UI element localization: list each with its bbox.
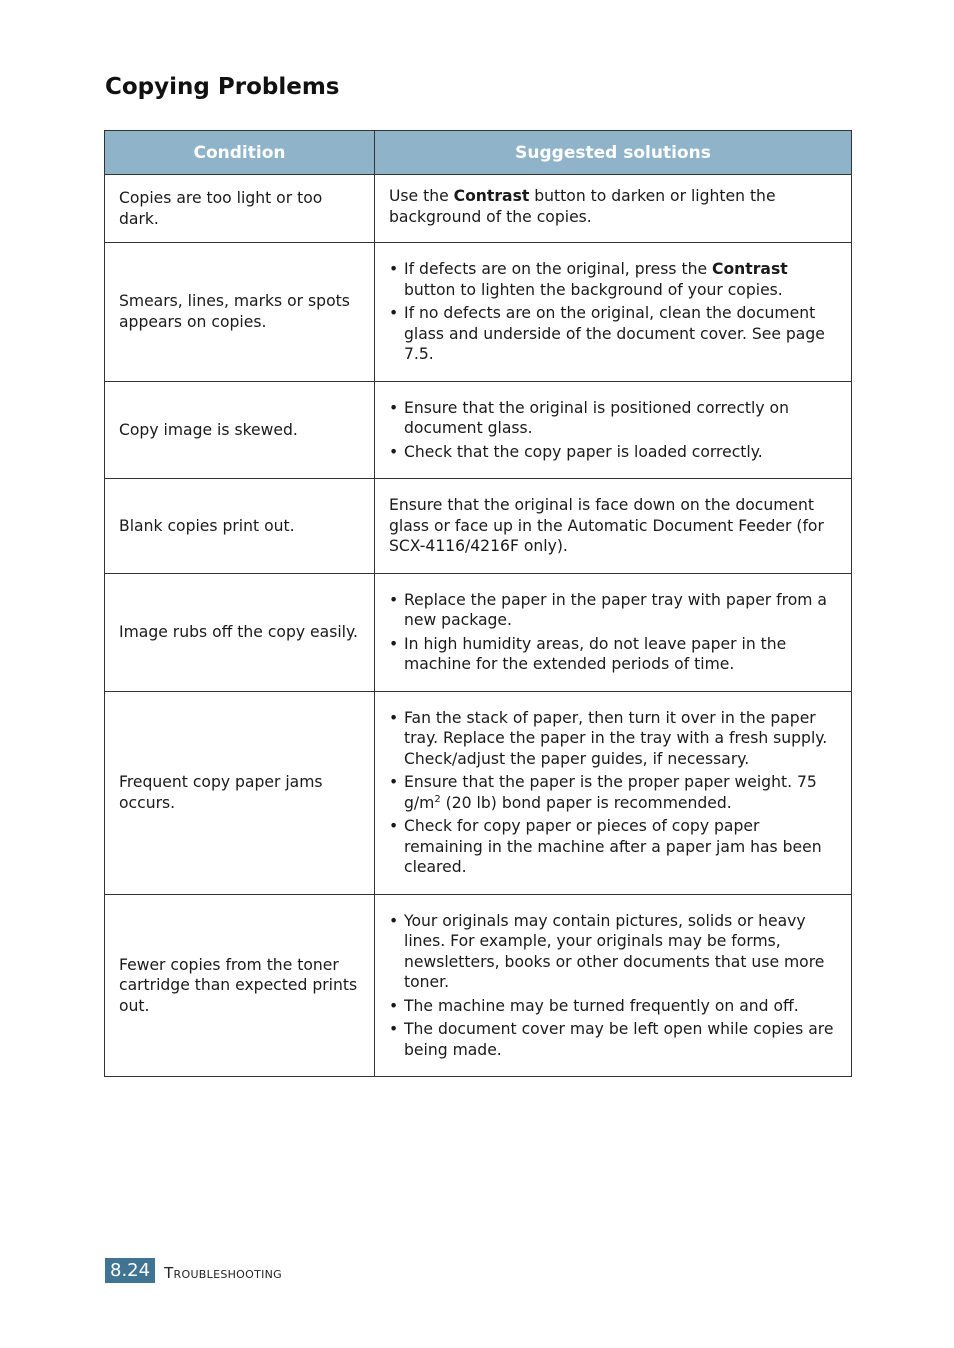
list-item: • Fan the stack of paper, then turn it over in the paper tray. Replace the paper in the tray with a fresh supply. Check/adjust the paper guides, if necessary. <box>389 708 837 770</box>
solution-cell <box>375 573 852 691</box>
bullet-text: (20 lb) bond paper is recommended. <box>440 793 732 812</box>
solution-text: Use the <box>389 187 454 205</box>
condition-cell: Smears, lines, marks or spots appears on copies. <box>105 243 375 382</box>
list-item: • The machine may be turned frequently on and off. <box>389 996 837 1017</box>
chapter-title: Troubleshooting <box>164 1263 283 1282</box>
condition-cell: Copy image is skewed. <box>105 381 375 479</box>
solutions-header: Suggested solutions <box>375 131 852 175</box>
solution-cell <box>375 691 852 894</box>
condition-cell: Frequent copy paper jams occurs. <box>105 691 375 894</box>
table-row <box>105 243 852 382</box>
solution-cell <box>375 894 852 1077</box>
list-item: • Check that the copy paper is loaded correctly. <box>389 442 837 463</box>
solution-cell: Ensure that the original is face down on the document glass or face up in the Automatic Document Feeder (for SCX-4116/4216F only). <box>375 479 852 574</box>
solution-list <box>389 398 837 463</box>
condition-cell: Blank copies print out. <box>105 479 375 574</box>
page-footer <box>105 1258 282 1283</box>
table-header-row <box>105 131 852 175</box>
solution-cell <box>375 243 852 382</box>
solution-list <box>389 259 837 365</box>
solution-list <box>389 590 837 675</box>
bullet-text: If defects are on the original, press the <box>404 260 713 278</box>
table-row <box>105 894 852 1077</box>
list-item <box>389 772 837 813</box>
solution-list <box>389 708 837 878</box>
table-row <box>105 573 852 691</box>
table-row <box>105 381 852 479</box>
list-item: • Ensure that the original is positioned correctly on document glass. <box>389 398 837 439</box>
list-item: • Your originals may contain pictures, solids or heavy lines. For example, your originals may be forms, newsletters, books or other documents that use more toner. <box>389 911 837 993</box>
table-row <box>105 479 852 574</box>
page-title: Copying Problems <box>105 74 340 100</box>
condition-cell: Fewer copies from the toner cartridge than expected prints out. <box>105 894 375 1077</box>
contrast-term: Contrast <box>712 260 788 278</box>
list-item: • The document cover may be left open while copies are being made. <box>389 1019 837 1060</box>
superscript: 2 <box>434 793 441 805</box>
contrast-term: Contrast <box>453 187 530 205</box>
list-item: • Check for copy paper or pieces of copy paper remaining in the machine after a paper jam has been cleared. <box>389 816 837 878</box>
solution-list <box>389 911 837 1061</box>
solution-cell <box>375 175 852 243</box>
condition-cell: Image rubs off the copy easily. <box>105 573 375 691</box>
solution-cell <box>375 381 852 479</box>
condition-cell: Copies are too light or too dark. <box>105 175 375 243</box>
solution-text: button to darken or lighten the background of the copies. <box>389 187 776 226</box>
table-row <box>105 691 852 894</box>
copying-problems-table <box>104 130 852 1077</box>
page-number: 8.24 <box>105 1258 155 1283</box>
bullet-text: Ensure that the paper is the proper paper weight. 75 g/m <box>404 773 817 812</box>
list-item: • In high humidity areas, do not leave paper in the machine for the extended periods of time. <box>389 634 837 675</box>
bullet-text: button to lighten the background of your copies. <box>404 280 783 299</box>
list-item: • If no defects are on the original, clean the document glass and underside of the document cover. See page 7.5. <box>389 303 837 365</box>
table-row <box>105 175 852 243</box>
list-item: • Replace the paper in the paper tray with paper from a new package. <box>389 590 837 631</box>
list-item <box>389 259 837 300</box>
condition-header: Condition <box>105 131 375 175</box>
